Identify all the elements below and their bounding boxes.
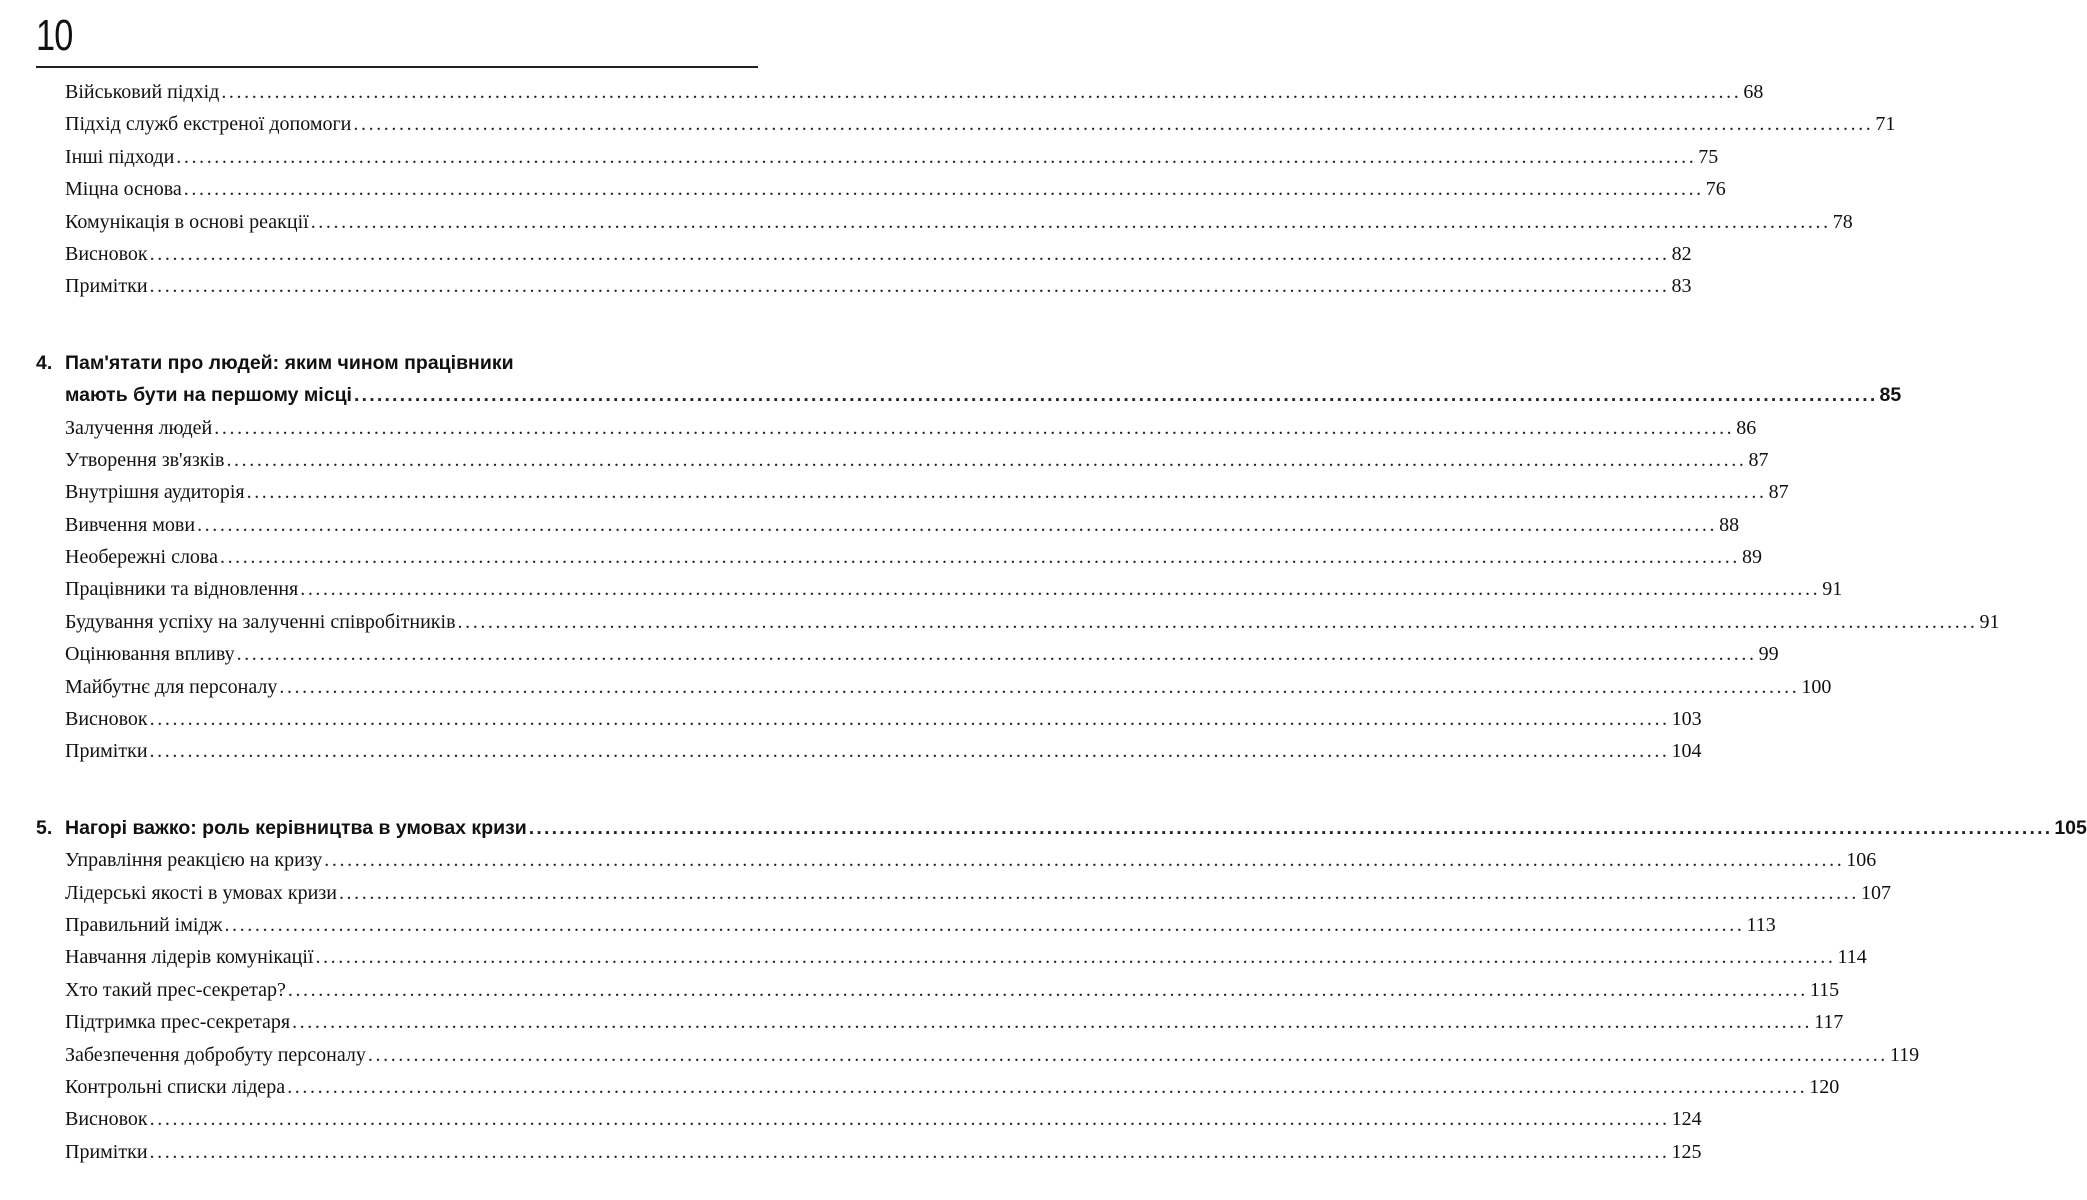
toc-entry[interactable]: [36, 606, 2000, 638]
toc-entry[interactable]: [36, 877, 1891, 909]
toc-entry-page: 114: [1837, 946, 1867, 969]
dot-leader: ........................................................................................................................................................................................................: [149, 1140, 1670, 1163]
chapter-title-line2: мають бути на першому місці: [65, 384, 352, 407]
toc-entry-page: 91: [1822, 578, 1843, 601]
dot-leader: ........................................................................................................................................................................................................: [149, 242, 1670, 265]
toc-entry[interactable]: [36, 1039, 1920, 1071]
toc-entry-title: Інші підходи: [65, 145, 175, 168]
toc-entry[interactable]: [36, 412, 1757, 444]
dot-leader: ........................................................................................................................................................................................................: [226, 448, 1747, 471]
toc-entry[interactable]: [36, 444, 1769, 476]
dot-leader: ........................................................................................................................................................................................................: [310, 210, 1831, 233]
toc-entry-title: Лідерські якості в умовах кризи: [65, 881, 337, 904]
toc-entry-title: Примітки: [65, 1140, 148, 1163]
chapter-title-line1: Пам'ятати про людей: яким чином працівники: [65, 351, 514, 374]
toc-entry[interactable]: [36, 476, 1789, 508]
toc-entry-page: 125: [1671, 1140, 1702, 1163]
dot-leader: ........................................................................................................................................................................................................: [149, 1108, 1670, 1131]
toc-entry-title: Працівники та відновлення: [65, 578, 299, 601]
dot-leader: ........................................................................................................................................................................................................: [236, 643, 1757, 666]
toc-entry-title: Правильний імідж: [65, 913, 223, 936]
toc-entry[interactable]: [36, 909, 1776, 941]
table-of-contents: [36, 76, 2087, 1168]
dot-leader: ........................................................................................................................................................................................................: [457, 610, 1978, 633]
dot-leader: ........................................................................................................................................................................................................: [149, 275, 1670, 298]
toc-entry-title: Майбутнє для персоналу: [65, 675, 278, 698]
toc-entry-title: Залучення людей: [65, 416, 213, 439]
dot-leader: ........................................................................................................................................................................................................: [367, 1043, 1888, 1066]
toc-entry-title: Необережні слова: [65, 546, 218, 569]
dot-leader: ........................................................................................................................................................................................................: [219, 546, 1740, 569]
dot-leader: ........................................................................................................................................................................................................: [246, 481, 1767, 504]
toc-entry[interactable]: [36, 509, 1740, 541]
toc-entry-title: Забезпечення добробуту персоналу: [65, 1043, 366, 1066]
toc-entry-page: 104: [1671, 740, 1702, 763]
toc-entry[interactable]: [36, 141, 1719, 173]
dot-leader: ........................................................................................................................................................................................................: [353, 384, 1878, 407]
toc-entry[interactable]: [36, 76, 1764, 108]
chapter-page: 105: [2054, 816, 2087, 839]
chapter-heading[interactable]: [36, 812, 2087, 844]
dot-leader: ........................................................................................................................................................................................................: [287, 978, 1808, 1001]
dot-leader: ........................................................................................................................................................................................................: [324, 849, 1845, 872]
toc-entry-title: Вивчення мови: [65, 513, 196, 536]
toc-entry-page: 78: [1832, 210, 1853, 233]
toc-entry-title: Навчання лідерів комунікації: [65, 946, 314, 969]
dot-leader: ........................................................................................................................................................................................................: [292, 1011, 1813, 1034]
toc-entry-page: 86: [1736, 416, 1757, 439]
toc-entry[interactable]: [36, 703, 1702, 735]
toc-entry-page: 76: [1705, 178, 1726, 201]
toc-entry-page: 117: [1814, 1011, 1844, 1034]
page-number: 10: [36, 11, 73, 60]
dot-leader: ........................................................................................................................................................................................................: [176, 145, 1697, 168]
toc-entry-title: Оцінювання впливу: [65, 643, 235, 666]
dot-leader: ........................................................................................................................................................................................................: [528, 816, 2053, 839]
section-gap: [36, 303, 754, 347]
toc-entry-title: Будування успіху на залученні співробітників: [65, 610, 456, 633]
toc-entry-title: Висновок: [65, 242, 148, 265]
toc-entry-page: 83: [1671, 275, 1692, 298]
chapter-title: Нагорі важко: роль керівництва в умовах кризи: [65, 816, 527, 839]
chapter-number: 4.: [36, 351, 53, 374]
chapter-page: 85: [1879, 384, 1902, 407]
toc-entry-title: Висновок: [65, 1108, 148, 1131]
toc-entry[interactable]: [36, 1071, 1840, 1103]
toc-entry[interactable]: [36, 671, 1832, 703]
dot-leader: ........................................................................................................................................................................................................: [149, 740, 1670, 763]
toc-entry-title: Підхід служб екстреної допомоги: [65, 113, 352, 136]
toc-entry-page: 106: [1846, 849, 1877, 872]
dot-leader: ........................................................................................................................................................................................................: [287, 1075, 1808, 1098]
section-gap: [36, 768, 754, 812]
toc-entry[interactable]: [36, 270, 1692, 302]
toc-entry-page: 107: [1860, 881, 1891, 904]
toc-entry-title: Висновок: [65, 708, 148, 731]
toc-entry[interactable]: [36, 735, 1702, 767]
toc-entry[interactable]: [36, 638, 1779, 670]
toc-entry[interactable]: [36, 1103, 1702, 1135]
dot-leader: ........................................................................................................................................................................................................: [338, 881, 1859, 904]
toc-chapter-4: [36, 347, 2000, 768]
dot-leader: ........................................................................................................................................................................................................: [221, 81, 1742, 103]
toc-entry-page: 75: [1698, 145, 1719, 168]
toc-entry[interactable]: [36, 1006, 1844, 1038]
header-rule: [36, 66, 758, 68]
toc-entry-title: Внутрішня аудиторія: [65, 481, 245, 504]
dot-leader: ........................................................................................................................................................................................................: [224, 913, 1745, 936]
toc-entry[interactable]: [36, 173, 1726, 205]
toc-section-continued: [36, 76, 1896, 303]
toc-chapter-5: [36, 812, 2087, 1168]
chapter-number: 5.: [36, 816, 53, 839]
toc-entry-page: 87: [1768, 481, 1789, 504]
toc-entry[interactable]: [36, 941, 1867, 973]
toc-entry-title: Управління реакцією на кризу: [65, 849, 323, 872]
toc-entry-title: Військовий підхід: [65, 81, 220, 103]
chapter-heading-line1[interactable]: [36, 347, 754, 379]
toc-entry[interactable]: [36, 573, 1843, 605]
toc-entry-page: 71: [1875, 113, 1896, 136]
toc-entry[interactable]: [36, 108, 1896, 140]
dot-leader: ........................................................................................................................................................................................................: [279, 675, 1800, 698]
toc-entry-page: 87: [1748, 448, 1769, 471]
toc-entry[interactable]: [36, 541, 1762, 573]
toc-entry-page: 113: [1746, 913, 1776, 936]
toc-entry-page: 103: [1671, 708, 1702, 731]
toc-entry-title: Міцна основа: [65, 178, 182, 201]
toc-entry[interactable]: [36, 974, 1840, 1006]
toc-entry-page: 89: [1741, 546, 1762, 569]
toc-entry[interactable]: [36, 206, 1853, 238]
toc-entry-page: 91: [1979, 610, 2000, 633]
toc-entry[interactable]: [36, 238, 1692, 270]
dot-leader: ........................................................................................................................................................................................................: [149, 708, 1670, 731]
toc-entry-title: Примітки: [65, 275, 148, 298]
toc-entry-page: 100: [1801, 675, 1832, 698]
toc-entry-title: Примітки: [65, 740, 148, 763]
toc-entry-page: 82: [1671, 242, 1692, 265]
dot-leader: ........................................................................................................................................................................................................: [197, 513, 1718, 536]
toc-entry-page: 124: [1671, 1108, 1702, 1131]
toc-entry-page: 68: [1743, 81, 1764, 103]
toc-entry-page: 99: [1758, 643, 1779, 666]
toc-entry[interactable]: [36, 844, 1877, 876]
toc-entry-title: Підтримка прес-секретаря: [65, 1011, 291, 1034]
toc-entry-title: Утворення зв'язків: [65, 448, 225, 471]
dot-leader: ........................................................................................................................................................................................................: [353, 113, 1874, 136]
dot-leader: ........................................................................................................................................................................................................: [315, 946, 1836, 969]
toc-entry-title: Контрольні списки лідера: [65, 1075, 286, 1098]
toc-entry-page: 119: [1889, 1043, 1920, 1066]
chapter-heading-line2[interactable]: [36, 379, 1902, 411]
dot-leader: ........................................................................................................................................................................................................: [300, 578, 1821, 601]
toc-entry[interactable]: [36, 1136, 1702, 1168]
dot-leader: ........................................................................................................................................................................................................: [183, 178, 1704, 201]
toc-entry-title: Комунікація в основі реакції: [65, 210, 309, 233]
toc-entry-page: 88: [1719, 513, 1740, 536]
dot-leader: ........................................................................................................................................................................................................: [214, 416, 1735, 439]
toc-entry-page: 120: [1809, 1075, 1840, 1098]
toc-entry-title: Хто такий прес-секретар?: [65, 978, 286, 1001]
toc-entry-page: 115: [1809, 978, 1840, 1001]
